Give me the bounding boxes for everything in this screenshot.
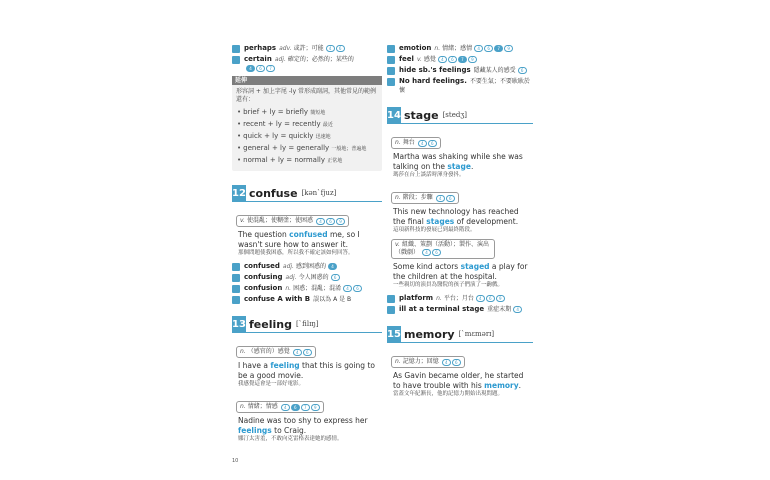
- derivative-text: [399, 77, 533, 95]
- definition: 感覺: [423, 56, 436, 63]
- example-translation: 我感覺這會是一部好電影。: [238, 381, 305, 387]
- level-tags: [438, 56, 477, 63]
- example-translation: 一些親切的演員為醫院的孩子們演了一齣戲。: [393, 282, 504, 288]
- checkbox-icon: [232, 274, 240, 282]
- level-tags: [246, 65, 275, 72]
- example-text: As Gavin became older, he started to have trouble with his: [393, 371, 524, 390]
- level-tag: 9: [496, 295, 505, 302]
- definition: 令人困惑的: [298, 274, 329, 281]
- derivative-perhaps: [232, 44, 382, 53]
- sense-label: [236, 215, 349, 227]
- highlighted-word: stage: [447, 161, 471, 171]
- derivative-text: [244, 55, 382, 73]
- level-tags: [316, 218, 345, 225]
- example-english: [238, 230, 382, 249]
- tip-title: 延伸: [232, 76, 382, 85]
- example-translation: 娜汀太害羞，不敢向克雷格表達她的感情。: [238, 436, 343, 442]
- example: [232, 230, 382, 257]
- checkbox-icon: [232, 285, 240, 293]
- part-of-speech: n.: [434, 45, 441, 52]
- level-tags: [422, 249, 441, 256]
- phonetic: [`mɛmərɪ]: [458, 330, 495, 338]
- part-of-speech: adj.: [274, 56, 286, 63]
- top-derivative-list: [387, 44, 533, 95]
- level-tag: 4: [316, 218, 325, 225]
- phonetic: [kən`fjuz]: [301, 189, 337, 197]
- example-translation: 當蓋文年紀漸長，他的記憶力開始出現問題。: [393, 391, 504, 397]
- level-tags: [518, 67, 527, 74]
- definition: 組織、策劃（活動）；製作、演出（戲劇）: [395, 241, 489, 256]
- level-tag: 6: [432, 249, 441, 256]
- level-tag: 6: [484, 45, 493, 52]
- tip-item: • brief + ly = briefly 簡短地: [237, 108, 326, 116]
- level-tag: 4: [326, 45, 335, 52]
- sense-label: [391, 356, 465, 368]
- level-tag: 4: [442, 359, 451, 366]
- example-text: to Craig.: [271, 425, 307, 435]
- derivative-emotion: [387, 44, 533, 53]
- sense-label: [236, 401, 324, 413]
- definition: 舞台: [402, 139, 415, 146]
- definition: 平台；月台: [443, 295, 474, 302]
- level-tag: 7: [266, 65, 275, 72]
- phonetic: [stedʒ]: [442, 111, 468, 119]
- level-tag: 6: [452, 359, 461, 366]
- example: [387, 207, 533, 234]
- example-english: [393, 152, 533, 171]
- part-of-speech: n.: [240, 403, 246, 410]
- derivative-text: [399, 66, 527, 75]
- level-tag: 6: [428, 140, 437, 147]
- checkbox-icon: [387, 306, 395, 314]
- level-tag: 4: [476, 295, 485, 302]
- derivative-text: [244, 262, 337, 271]
- example: [387, 152, 533, 179]
- level-tags: [418, 140, 437, 147]
- example-text: .: [470, 161, 474, 171]
- level-tag: 9: [311, 404, 320, 411]
- level-tags: [281, 404, 320, 411]
- example-text: .: [518, 380, 522, 390]
- level-tags: [328, 263, 337, 270]
- level-tag: 6: [448, 56, 457, 63]
- definition: 困惑；混亂；混淆: [293, 285, 342, 292]
- definition: 或許；可能: [293, 45, 324, 52]
- level-tag: 9: [468, 56, 477, 63]
- example-translation: 這項新科技的發展已到最終階段。: [393, 227, 476, 233]
- entry-heading-stage: [387, 107, 533, 124]
- level-tag: 4: [246, 65, 255, 72]
- level-tag: 6: [486, 295, 495, 302]
- level-tags: [436, 195, 455, 202]
- example-text: Nadine was too shy to express her: [238, 416, 368, 425]
- level-tags: [513, 306, 522, 313]
- derivative-word: perhaps: [244, 44, 277, 52]
- example-text: me, so I wasn't sure how to answer it.: [238, 230, 360, 249]
- derivative-confuse-a-with-b: [232, 295, 382, 304]
- derivative-text: [244, 44, 345, 53]
- derivative-feel: [387, 55, 533, 64]
- part-of-speech: v.: [416, 56, 422, 63]
- part-of-speech: n.: [395, 139, 401, 146]
- part-of-speech: v.: [395, 241, 400, 248]
- checkbox-icon: [232, 296, 240, 304]
- level-tag: 6: [291, 404, 300, 411]
- tip-intro: 形容詞 + 加上字尾 -ly 常形成副詞，其他常見的範例還有：: [236, 88, 377, 103]
- definition: 不要生氣；不要耿耿於懷: [399, 78, 530, 94]
- definition: 確定的；必然的；某些的: [287, 56, 354, 63]
- example-english: [393, 371, 533, 390]
- example-text: I have a: [238, 361, 271, 370]
- example-english: [238, 416, 382, 435]
- level-tags: [442, 359, 461, 366]
- derivative-certain: [232, 55, 382, 73]
- entry-heading-memory: [387, 326, 533, 343]
- part-of-speech: n.: [395, 358, 401, 365]
- level-tag: 7: [458, 56, 467, 63]
- example-text: that this is going to be a good movie.: [238, 361, 375, 380]
- level-tag: 6: [256, 65, 265, 72]
- checkbox-icon: [387, 67, 395, 75]
- level-tag: 6: [353, 285, 362, 292]
- part-of-speech: adj.: [285, 274, 297, 281]
- sense-label: [391, 239, 495, 259]
- part-of-speech: adv.: [279, 45, 292, 52]
- level-tag: 6: [326, 218, 335, 225]
- derivative-text: [399, 294, 505, 303]
- derivative-platform: [387, 294, 533, 303]
- tip-item: • recent + ly = recently 最近: [237, 120, 333, 128]
- derivative-word: confuse A with B: [244, 295, 311, 303]
- derivative-confusion: [232, 284, 382, 293]
- example: [232, 416, 382, 443]
- level-tag: 4: [438, 56, 447, 63]
- derivative-word: confusion: [244, 284, 283, 292]
- checkbox-icon: [387, 56, 395, 64]
- derivative-text: [244, 273, 340, 282]
- level-tag: 4: [343, 285, 352, 292]
- definition: 感到困惑的: [295, 263, 326, 270]
- definition: 情緒；感情: [442, 45, 473, 52]
- checkbox-icon: [232, 45, 240, 53]
- level-tag: 4: [422, 249, 431, 256]
- definition: 情緒；情感: [247, 403, 278, 410]
- example: [232, 361, 382, 388]
- derivative-word: feel: [399, 55, 414, 63]
- level-tag: 7: [494, 45, 503, 52]
- derivative-confused: [232, 262, 382, 271]
- sense-label: [236, 346, 316, 358]
- example-english: [238, 361, 382, 380]
- part-of-speech: n.: [395, 194, 401, 201]
- sense-label: [391, 137, 441, 149]
- checkbox-icon: [387, 295, 395, 303]
- page-number: 10: [232, 458, 239, 464]
- level-tag: 4: [328, 263, 337, 270]
- example-english: [393, 262, 533, 281]
- entry-number: 12: [232, 185, 246, 202]
- level-tag: 6: [331, 274, 340, 281]
- checkbox-icon: [387, 45, 395, 53]
- example-text: a play for the children at the hospital.: [393, 262, 528, 281]
- example: [387, 371, 533, 398]
- level-tags: [293, 349, 312, 356]
- derivative-word: platform: [399, 294, 434, 302]
- derivative-text: [399, 305, 522, 314]
- right-column: [387, 0, 533, 403]
- highlighted-word: feeling: [270, 361, 300, 370]
- entry-number: 15: [387, 326, 401, 343]
- part-of-speech: v.: [240, 217, 245, 224]
- level-tag: 4: [436, 195, 445, 202]
- level-tag: 4: [474, 45, 483, 52]
- highlighted-word: memory: [484, 380, 519, 390]
- headword: feeling: [249, 317, 292, 331]
- example: [387, 262, 533, 289]
- level-tags: [476, 295, 505, 302]
- definition: 重症末期: [487, 306, 512, 313]
- level-tag: 4: [281, 404, 290, 411]
- top-derivative-list: [232, 44, 382, 73]
- definition: 記憶力；回憶: [402, 358, 439, 365]
- tip-item: • general + ly = generally 一般地；普遍地: [237, 144, 367, 152]
- tip-item: • quick + ly = quickly 迅速地: [237, 132, 331, 140]
- level-tag: 4: [293, 349, 302, 356]
- example-translation: 那個問題使我困惑，所以我不確定該如何回答。: [238, 250, 354, 256]
- derivative-word: certain: [244, 55, 272, 63]
- definition: 階段；步驟: [402, 194, 433, 201]
- derivative-list: [387, 294, 533, 314]
- derivative-text: [399, 44, 513, 53]
- derivative-word: emotion: [399, 44, 432, 52]
- sense-label: [391, 192, 459, 204]
- derivative-text: [244, 295, 351, 304]
- entry-number: 14: [387, 107, 401, 124]
- part-of-speech: n.: [436, 295, 442, 302]
- level-tags: [474, 45, 513, 52]
- example-text: The question: [238, 230, 290, 239]
- level-tags: [331, 274, 340, 281]
- derivative-list: [232, 262, 382, 304]
- tip-item: • normal + ly = normally 正常地: [237, 156, 343, 164]
- phonetic: [`filɪŋ]: [295, 320, 319, 328]
- example-english: [393, 207, 533, 226]
- definition: 隱藏某人的感受: [473, 67, 516, 74]
- highlighted-word: staged: [460, 262, 490, 271]
- level-tags: [343, 285, 362, 292]
- entry-number: 13: [232, 316, 246, 333]
- extension-tip-box: [232, 76, 382, 171]
- example-text: Some kind actors: [393, 262, 461, 271]
- definition: 誤以為 A 是 B: [313, 296, 352, 303]
- entry-heading-feeling: [232, 316, 382, 333]
- checkbox-icon: [232, 263, 240, 271]
- derivative-hide-feelings: [387, 66, 533, 75]
- level-tag: 6: [303, 349, 312, 356]
- level-tag: 6: [446, 195, 455, 202]
- example-text: This new technology has reached the final: [393, 207, 519, 226]
- tip-list: [232, 107, 382, 167]
- example-text: Martha was shaking while she was talking on the: [393, 152, 523, 171]
- part-of-speech: n.: [285, 285, 292, 292]
- highlighted-word: confused: [289, 230, 328, 239]
- part-of-speech: n.: [240, 348, 246, 355]
- example-translation: 瑪莎在台上談話時渾身發抖。: [393, 172, 465, 178]
- checkbox-icon: [232, 56, 240, 64]
- derivative-terminal-stage: [387, 305, 533, 314]
- highlighted-word: stages: [426, 216, 455, 226]
- headword: confuse: [249, 186, 298, 200]
- level-tag: 4: [513, 306, 522, 313]
- highlighted-word: feelings: [238, 425, 272, 435]
- derivative-word: hide sb.'s feelings: [399, 66, 471, 74]
- part-of-speech: adj.: [282, 263, 294, 270]
- level-tag: 9: [336, 218, 345, 225]
- derivative-word: ill at a terminal stage: [399, 305, 485, 313]
- level-tag: 9: [504, 45, 513, 52]
- entry-heading-confuse: [232, 185, 382, 202]
- derivative-confusing: [232, 273, 382, 282]
- level-tag: 6: [336, 45, 345, 52]
- derivative-no-hard-feelings: [387, 77, 533, 95]
- level-tag: 6: [518, 67, 527, 74]
- derivative-text: [399, 55, 477, 64]
- derivative-word: No hard feelings.: [399, 77, 467, 85]
- example-text: of development.: [454, 216, 519, 226]
- left-column: [232, 0, 382, 448]
- definition: 使混亂；使糊塗；使困惑: [246, 217, 313, 224]
- level-tags: [326, 45, 345, 52]
- derivative-word: confusing: [244, 273, 283, 281]
- headword: stage: [404, 108, 439, 122]
- derivative-word: confused: [244, 262, 280, 270]
- checkbox-icon: [387, 78, 395, 86]
- headword: memory: [404, 327, 455, 341]
- definition: （感官的）感覺: [247, 348, 290, 355]
- level-tag: 4: [418, 140, 427, 147]
- level-tag: 7: [301, 404, 310, 411]
- derivative-text: [244, 284, 362, 293]
